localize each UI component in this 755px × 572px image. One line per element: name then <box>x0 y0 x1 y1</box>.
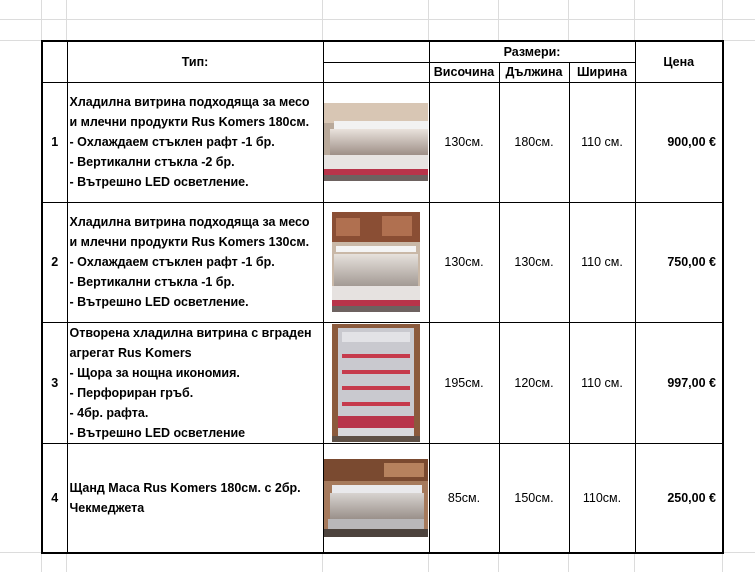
header-photo-cell-bottom[interactable] <box>323 62 429 82</box>
table-row <box>42 322 723 443</box>
length-value[interactable]: 150см. <box>499 443 569 553</box>
header-dimensions[interactable]: Размери: <box>429 41 635 62</box>
photo-cell[interactable] <box>323 202 429 322</box>
width-value[interactable]: 110 см. <box>569 202 635 322</box>
product-description[interactable] <box>67 322 323 443</box>
description-line: - 4бр. рафта. <box>69 405 149 420</box>
length-value[interactable]: 180см. <box>499 82 569 202</box>
header-number-cell[interactable] <box>42 41 67 82</box>
product-photo-display-case-180[interactable] <box>324 103 428 181</box>
header-price[interactable]: Цена <box>635 41 723 82</box>
description-line: Щанд Маса Rus Komers 180см. с 2бр. <box>69 480 301 495</box>
height-value[interactable]: 195см. <box>429 322 499 443</box>
table-row <box>42 202 723 322</box>
table-row <box>42 82 723 202</box>
description-line: агрегат Rus Komers <box>69 345 192 360</box>
row-number[interactable]: 4 <box>42 443 67 553</box>
description-line: - Вертикални стъкла -2 бр. <box>69 155 235 169</box>
photo-cell[interactable] <box>323 82 429 202</box>
width-value[interactable]: 110 см. <box>569 82 635 202</box>
product-description[interactable] <box>67 82 323 202</box>
length-value[interactable]: 130см. <box>499 202 569 322</box>
description-line: Хладилна витрина подходяща за месо <box>69 215 310 229</box>
description-line: и млечни продукти Rus Komers 180см. <box>69 115 310 129</box>
header-width[interactable]: Ширина <box>569 62 635 82</box>
description-line: Чекмеджета <box>69 500 145 515</box>
height-value[interactable]: 130см. <box>429 82 499 202</box>
description-line: - Вътрешно LED осветление. <box>69 295 249 309</box>
price-value[interactable]: 900,00 € <box>635 82 723 202</box>
product-description[interactable] <box>67 202 323 322</box>
height-value[interactable]: 85см. <box>429 443 499 553</box>
width-value[interactable]: 110см. <box>569 443 635 553</box>
width-value[interactable]: 110 см. <box>569 322 635 443</box>
price-value[interactable]: 997,00 € <box>635 322 723 443</box>
product-photo-open-fridge[interactable] <box>332 324 420 442</box>
header-type[interactable]: Тип: <box>67 41 323 82</box>
length-value[interactable]: 120см. <box>499 322 569 443</box>
product-photo-counter-table[interactable] <box>324 459 428 537</box>
price-value[interactable]: 750,00 € <box>635 202 723 322</box>
header-photo-cell-top[interactable] <box>323 41 429 62</box>
description-line: - Охлаждаем стъклен рафт -1 бр. <box>69 255 275 269</box>
table-row <box>42 443 723 553</box>
description-line: и млечни продукти Rus Komers 130см. <box>69 235 310 249</box>
header-length[interactable]: Дължина <box>499 62 569 82</box>
description-line: - Перфориран гръб. <box>69 385 194 400</box>
description-line: - Щора за нощна икономия. <box>69 365 240 380</box>
row-number[interactable]: 2 <box>42 202 67 322</box>
description-line: Хладилна витрина подходяща за месо <box>69 95 310 109</box>
price-value[interactable]: 250,00 € <box>635 443 723 553</box>
row-number[interactable]: 1 <box>42 82 67 202</box>
description-line: - Охлаждаем стъклен рафт -1 бр. <box>69 135 275 149</box>
photo-cell[interactable] <box>323 322 429 443</box>
product-description[interactable] <box>67 443 323 553</box>
header-height[interactable]: Височина <box>429 62 499 82</box>
description-line: - Вътрешно LED осветление <box>69 425 246 440</box>
product-photo-display-case-130[interactable] <box>332 212 420 312</box>
header-row-top <box>42 41 723 62</box>
row-number[interactable]: 3 <box>42 322 67 443</box>
description-line: - Вътрешно LED осветление. <box>69 175 249 189</box>
description-line: Отворена хладилна витрина с вграден <box>69 325 312 340</box>
product-price-table <box>41 40 724 554</box>
photo-cell[interactable] <box>323 443 429 553</box>
description-line: - Вертикални стъкла -1 бр. <box>69 275 235 289</box>
height-value[interactable]: 130см. <box>429 202 499 322</box>
